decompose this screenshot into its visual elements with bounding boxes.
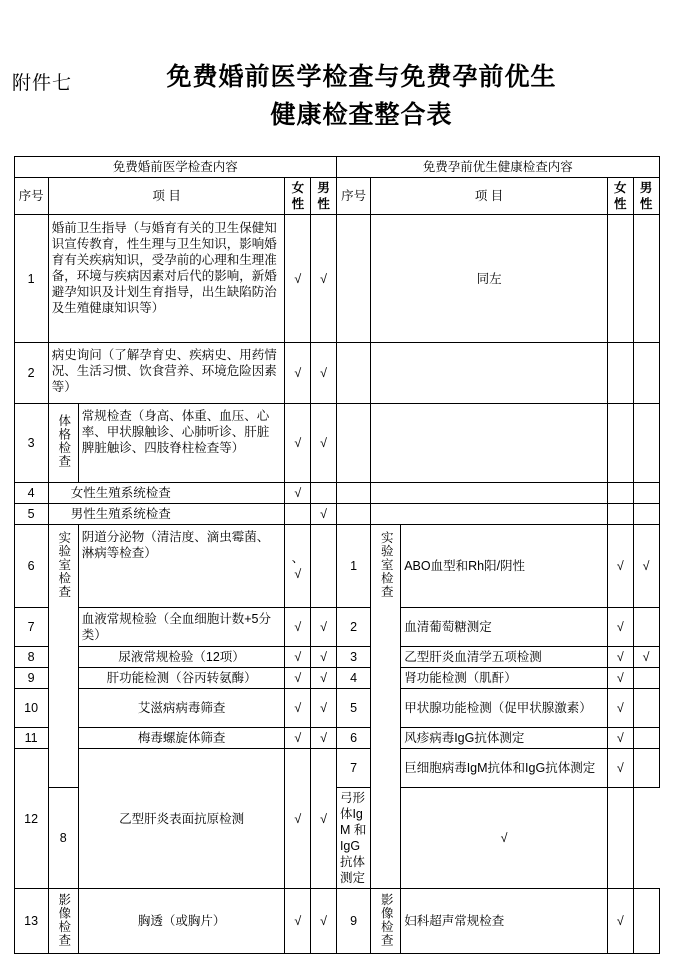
column-header-seq-left: 序号 (14, 178, 48, 215)
attachment-label: 附件七 (12, 73, 73, 94)
title-line-1: 免费婚前医学检查与免费孕前优生 (166, 63, 557, 91)
row-male-right (633, 608, 659, 647)
row-seq-right: 3 (336, 647, 370, 668)
row-seq-right: 6 (336, 728, 370, 749)
row-female-right (607, 343, 633, 404)
row-seq-right: 8 (48, 788, 78, 889)
row-item-right: 甲状腺功能检测（促甲状腺激素） (401, 689, 608, 728)
row-female-left: √ (285, 608, 311, 647)
row-male-right (633, 749, 659, 788)
row-female-right (607, 504, 633, 525)
row-seq-right: 1 (336, 525, 370, 608)
table-row (14, 749, 659, 788)
row-male-left: √ (311, 647, 337, 668)
row-male-right (633, 343, 659, 404)
row-male-left: √ (311, 728, 337, 749)
row-female-right: √ (607, 889, 633, 954)
table-row (14, 404, 659, 483)
row-seq-left: 6 (14, 525, 48, 608)
document-title (0, 0, 673, 134)
row-male-left: √ (311, 889, 337, 954)
row-item-right (371, 404, 608, 483)
row-male-right (633, 889, 659, 954)
row-item-left: 乙型肝炎表面抗原检测 (78, 749, 285, 889)
row-male-left: √ (311, 343, 337, 404)
row-female-right: √ (607, 728, 633, 749)
row-item-left: 常规检查（身高、体重、血压、心率、甲状腺触诊、心肺听诊、肝脏脾脏触诊、四肢脊柱检查等） (78, 404, 285, 483)
row-male-right (633, 404, 659, 483)
table-row (14, 647, 659, 668)
row-item-left: 胸透（或胸片） (78, 889, 285, 954)
row-seq-left: 4 (14, 483, 48, 504)
row-male-left: √ (311, 689, 337, 728)
column-header-female-right: 女性 (607, 178, 633, 215)
row-item-right: 巨细胞病毒IgM抗体和IgG抗体测定 (401, 749, 608, 788)
row-item-right: 乙型肝炎血清学五项检测 (401, 647, 608, 668)
title-line-2: 健康检查整合表 (270, 101, 453, 129)
group-header-right: 免费孕前优生健康检查内容 (336, 157, 659, 178)
row-female-right: √ (607, 647, 633, 668)
row-female-right (607, 215, 633, 343)
row-male-right (633, 504, 659, 525)
row-seq-left: 2 (14, 343, 48, 404)
row-male-right (633, 668, 659, 689)
row-seq-right: 5 (336, 689, 370, 728)
row-female-right: √ (401, 788, 608, 889)
row-category-right-text: 实验室检查 (379, 531, 394, 599)
row-female-right: √ (607, 668, 633, 689)
row-item-left: 婚前卫生指导（与婚育有关的卫生保健知识宣传教育，性生理与卫生知识，影响婚育有关疾病知识，受孕前的心理和生理准备，环境与疾病因素对后代的影响，新婚避孕知识及计划生育指导，出生缺陷防治及生殖健康知识等） (48, 215, 285, 343)
row-seq-left: 3 (14, 404, 48, 483)
column-header-female-left: 女性 (285, 178, 311, 215)
row-item-right (371, 483, 608, 504)
row-item-right: 妇科超声常规检查 (401, 889, 608, 954)
row-item-left: 阴道分泌物（清洁度、滴虫霉菌、淋病等检查） (78, 525, 285, 608)
column-header-male-left: 男性 (311, 178, 337, 215)
column-header-male-right: 男性 (633, 178, 659, 215)
row-male-left (311, 483, 337, 504)
row-category-right-text: 影像检查 (379, 893, 394, 947)
row-female-left: 、√ (285, 525, 311, 608)
row-item-right: 风疹病毒IgG抗体测定 (401, 728, 608, 749)
row-female-right (607, 483, 633, 504)
row-female-left: √ (285, 689, 311, 728)
row-male-left: √ (311, 504, 337, 525)
row-seq-left: 10 (14, 689, 48, 728)
table-row (14, 689, 659, 728)
row-female-left: √ (285, 483, 311, 504)
row-item-right: ABO血型和Rh阳/阴性 (401, 525, 608, 608)
row-male-left: √ (311, 215, 337, 343)
row-seq-right: 2 (336, 608, 370, 647)
row-category-left (48, 889, 78, 954)
row-item-left: 女性生殖系统检查 (48, 483, 285, 504)
row-female-left: √ (285, 343, 311, 404)
table-column-header-row (14, 178, 659, 215)
row-seq-left: 5 (14, 504, 48, 525)
row-female-right: √ (607, 689, 633, 728)
row-male-right (633, 728, 659, 749)
table-row (14, 889, 659, 954)
row-item-left: 病史询问（了解孕育史、疾病史、用药情况、生活习惯、饮食营养、环境危险因素等） (48, 343, 285, 404)
row-category-left (48, 404, 78, 483)
row-item-left: 梅毒螺旋体筛查 (78, 728, 285, 749)
row-female-left: √ (285, 889, 311, 954)
row-item-right: 弓形体IgM 和IgG 抗体测定 (336, 788, 370, 889)
row-item-left: 男性生殖系统检查 (48, 504, 285, 525)
row-male-right (607, 788, 633, 889)
row-category-right (371, 525, 401, 889)
row-item-right: 同左 (371, 215, 608, 343)
row-female-right: √ (607, 749, 633, 788)
row-item-left: 艾滋病病毒筛查 (78, 689, 285, 728)
row-item-left: 血液常规检验（全血细胞计数+5分类） (78, 608, 285, 647)
row-female-left: √ (285, 647, 311, 668)
row-category-left-text: 体格检查 (56, 414, 71, 468)
row-seq-left: 11 (14, 728, 48, 749)
table-row (14, 483, 659, 504)
row-female-right (607, 404, 633, 483)
row-item-left: 尿液常规检验（12项） (78, 647, 285, 668)
row-seq-right (336, 504, 370, 525)
row-category-left-text: 影像检查 (56, 893, 71, 947)
row-male-right: √ (633, 525, 659, 608)
row-seq-right (336, 404, 370, 483)
row-seq-right (336, 215, 370, 343)
row-item-right (371, 343, 608, 404)
table-row (14, 504, 659, 525)
row-male-right: √ (633, 647, 659, 668)
row-item-right: 肾功能检测（肌酐） (401, 668, 608, 689)
row-seq-left: 7 (14, 608, 48, 647)
row-seq-left: 1 (14, 215, 48, 343)
table-row (14, 668, 659, 689)
table-group-header-row (14, 157, 659, 178)
row-seq-left: 12 (14, 749, 48, 889)
row-category-left (48, 525, 78, 788)
row-category-right (371, 889, 401, 954)
row-female-right: √ (607, 525, 633, 608)
column-header-item-right: 项 目 (371, 178, 608, 215)
table-row (14, 525, 659, 608)
row-seq-left: 8 (14, 647, 48, 668)
row-seq-right: 9 (336, 889, 370, 954)
row-female-left: √ (285, 749, 311, 889)
row-item-left: 肝功能检测（谷丙转氨酶） (78, 668, 285, 689)
row-female-left: √ (285, 728, 311, 749)
row-male-left: √ (311, 608, 337, 647)
row-male-right (633, 689, 659, 728)
table-row (14, 728, 659, 749)
row-male-right (633, 483, 659, 504)
row-seq-right (336, 483, 370, 504)
row-female-left (285, 504, 311, 525)
row-seq-right: 7 (336, 749, 370, 788)
row-item-right: 血清葡萄糖测定 (401, 608, 608, 647)
row-female-left: √ (285, 404, 311, 483)
integrated-check-table (14, 156, 660, 954)
row-female-left: √ (285, 215, 311, 343)
row-seq-left: 9 (14, 668, 48, 689)
row-male-left (311, 525, 337, 608)
row-seq-left: 13 (14, 889, 48, 954)
column-header-seq-right: 序号 (336, 178, 370, 215)
row-item-right (371, 504, 608, 525)
row-male-left: √ (311, 404, 337, 483)
table-row (14, 608, 659, 647)
row-seq-right (336, 343, 370, 404)
table-row (14, 343, 659, 404)
row-male-left: √ (311, 668, 337, 689)
column-header-item-left: 项 目 (48, 178, 285, 215)
row-female-right: √ (607, 608, 633, 647)
row-male-left: √ (311, 749, 337, 889)
row-male-right (633, 215, 659, 343)
row-category-left-text: 实验室检查 (56, 531, 71, 599)
row-seq-right: 4 (336, 668, 370, 689)
row-female-left: √ (285, 668, 311, 689)
group-header-left: 免费婚前医学检查内容 (14, 157, 336, 178)
table-row (14, 215, 659, 343)
